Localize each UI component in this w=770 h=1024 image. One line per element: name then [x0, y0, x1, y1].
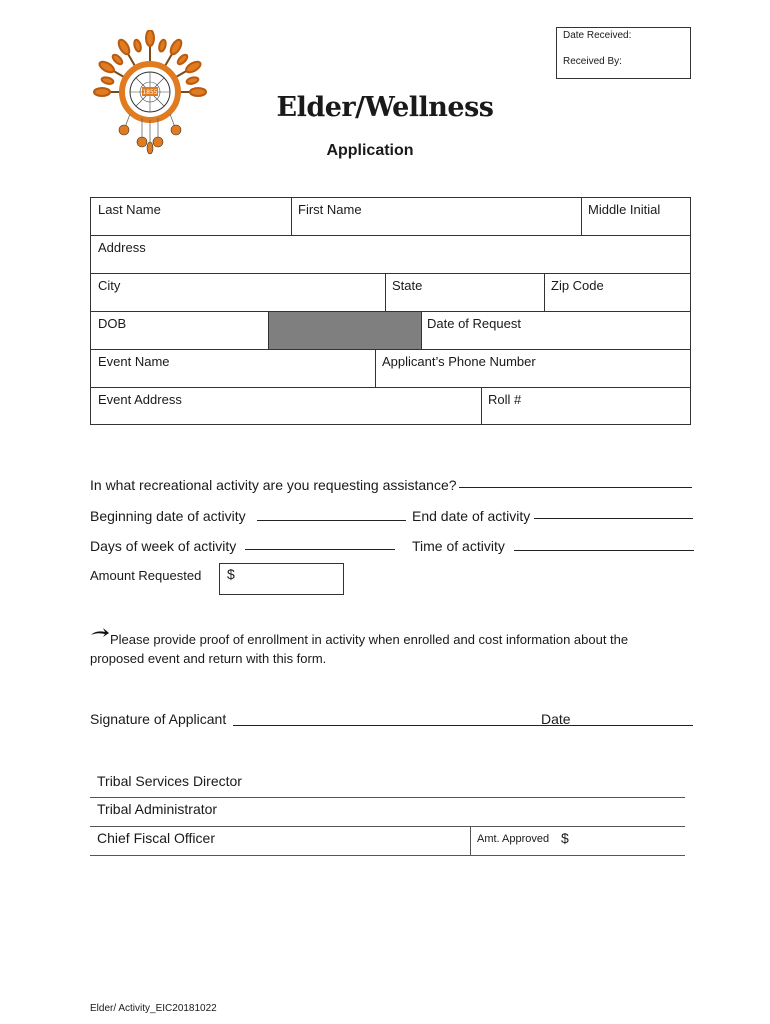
amt-approved-dollar: $	[561, 830, 569, 846]
end-date-line[interactable]	[534, 518, 693, 519]
footer-code: Elder/ Activity_EIC20181022	[90, 1003, 217, 1014]
chief-fiscal-officer-label: Chief Fiscal Officer	[97, 830, 215, 846]
address-field[interactable]: Address	[98, 240, 146, 255]
notice-line-2: proposed event and return with this form.	[90, 651, 327, 666]
tribal-services-director-line[interactable]	[90, 797, 685, 798]
middle-initial-field[interactable]: Middle Initial	[588, 202, 661, 217]
col-divider	[375, 350, 376, 388]
applicant-info-table	[90, 197, 691, 425]
row-divider	[91, 235, 690, 236]
date-label: Date	[541, 711, 571, 727]
event-name-field[interactable]: Event Name	[98, 354, 170, 369]
zip-code-field[interactable]: Zip Code	[551, 278, 604, 293]
end-date-label: End date of activity	[412, 508, 531, 524]
chief-fiscal-officer-line[interactable]	[90, 855, 685, 856]
city-field[interactable]: City	[98, 278, 121, 293]
date-of-request-field[interactable]: Date of Request	[427, 316, 521, 331]
col-divider	[421, 312, 422, 350]
logo-year: 1855	[142, 89, 158, 96]
recreational-activity-label: In what recreational activity are you requesting assistance?	[90, 477, 457, 493]
headdress-seal-icon	[90, 30, 210, 155]
amount-requested-label: Amount Requested	[90, 568, 202, 583]
page-title: Elder/Wellness	[276, 92, 494, 123]
logo	[90, 30, 210, 155]
dollar-sign: $	[227, 566, 235, 582]
col-divider	[581, 198, 582, 236]
arrow-right-icon	[90, 626, 110, 644]
amount-requested-input[interactable]	[219, 563, 344, 595]
applicant-phone-field[interactable]: Applicant’s Phone Number	[382, 354, 536, 369]
event-address-field[interactable]: Event Address	[98, 392, 182, 407]
received-box	[556, 27, 691, 79]
recreational-activity-line[interactable]	[459, 487, 692, 488]
dob-field[interactable]: DOB	[98, 316, 127, 331]
time-of-activity-label: Time of activity	[412, 538, 505, 554]
col-divider	[385, 274, 386, 312]
time-of-activity-line[interactable]	[514, 550, 694, 551]
beginning-date-line[interactable]	[257, 520, 406, 521]
beginning-date-label: Beginning date of activity	[90, 508, 246, 524]
approval-divider	[470, 827, 471, 856]
state-field[interactable]: State	[392, 278, 423, 293]
col-divider	[481, 388, 482, 425]
first-name-field[interactable]: First Name	[298, 202, 362, 217]
tribal-administrator-label: Tribal Administrator	[97, 801, 218, 817]
amt-approved-label: Amt. Approved	[477, 833, 550, 845]
date-received-label: Date Received:	[563, 30, 632, 41]
col-divider	[544, 274, 545, 312]
row-divider	[91, 387, 690, 388]
received-by-label: Received By:	[563, 56, 622, 67]
tribal-services-director-label: Tribal Services Director	[97, 773, 242, 789]
signature-line[interactable]	[233, 725, 693, 726]
shaded-cell	[268, 312, 421, 349]
notice-line-1: Please provide proof of enrollment in activity when enrolled and cost information about the	[110, 632, 629, 647]
row-divider	[91, 349, 690, 350]
row-divider	[91, 273, 690, 274]
days-of-week-line[interactable]	[245, 549, 395, 550]
col-divider	[291, 198, 292, 236]
roll-number-field[interactable]: Roll #	[488, 392, 522, 407]
col-divider	[268, 312, 269, 350]
signature-label: Signature of Applicant	[90, 711, 227, 727]
days-of-week-label: Days of week of activity	[90, 538, 237, 554]
tribal-administrator-line[interactable]	[90, 826, 685, 827]
last-name-field[interactable]: Last Name	[98, 202, 161, 217]
page-subtitle: Application	[326, 142, 414, 159]
